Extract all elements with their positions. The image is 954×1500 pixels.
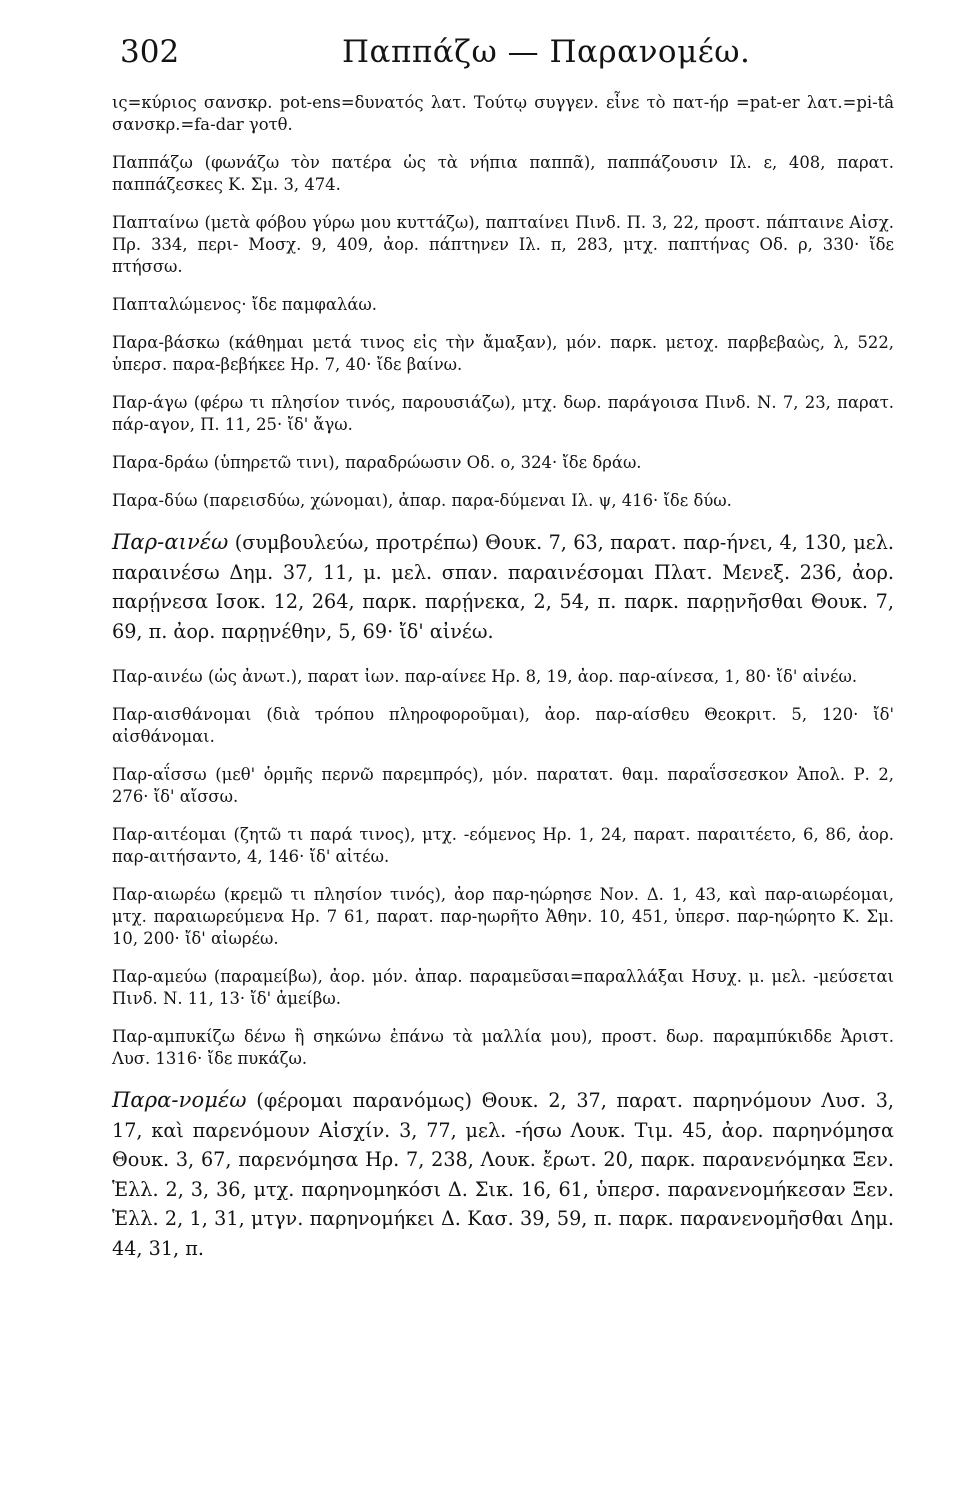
entry-text: (διὰ τρόπου πληροφοροῦμαι), ἀορ. παρ-αίσθευ Θεοκριτ. 5, 120· ἴδ' αἰσθάνομαι. (112, 705, 894, 746)
entry-text: (κρεμῶ τι πλησίον τινός), ἀορ παρ-ηώρησε Νον. Δ. 1, 43, καὶ παρ-αιωρέομαι, μτχ. παραιωρεύμενα Ηρ. 7 61, παρατ. παρ-ηωρῆτο Ἀθην. 10, 451, ὑπερσ. παρ-ηώρητο Κ. Σμ. 10, 200· ἴδ' αἰωρέω. (112, 885, 894, 948)
entry-paptalomenos (112, 294, 894, 316)
entry-text: (μεθ' ὁρμῆς περνῶ παρεμπρός), μόν. παρατατ. θαμ. παραΐσσεσκον Ἀπολ. Ρ. 2, 276· ἴδ' αἴσσω. (112, 765, 894, 806)
entry-par-aineo-major (112, 528, 894, 646)
entry-headword: Παρα-βάσκω (112, 333, 220, 352)
entry-headword: Παρ-αμεύω (112, 967, 207, 986)
entry-headword: Παππάζω (112, 153, 193, 172)
entry-text: (κάθημαι μετά τινος εἰς τὴν ἄμαξαν), μόν. παρκ. μετοχ. παρβεβαὼς, λ, 522, ὑπερσ. παρα-βεβήκεε Ηρ. 7, 40· ἴδε βαίνω. (112, 333, 894, 374)
page-number: 302 (120, 34, 180, 70)
entry-par-ameuo (112, 966, 894, 1010)
entry-headword: Παπταλώμενος· (112, 295, 247, 314)
entry-text: (φωνάζω τὸν πατέρα ὡς τὰ νήπια παππᾶ), παππάζουσιν Ιλ. ε, 408, παρατ. παππάζεσκες Κ. Σμ. 3, 474. (112, 153, 894, 194)
entry-headword: Παρ-αιωρέω (112, 885, 216, 904)
entry-par-aiteomai (112, 824, 894, 868)
entry-text: (φέρω τι πλησίον τινός, παρουσιάζω), μτχ. δωρ. παράγοισα Πινδ. Ν. 7, 23, παρατ. πάρ-αγον, Π. 11, 25· ἴδ' ἄγω. (112, 393, 894, 434)
entry-par-aisso (112, 764, 894, 808)
entry-continuation (112, 92, 894, 136)
entry-text: (ὑπηρετῶ τινι), παραδρώωσιν Οδ. ο, 324· ἴδε δράω. (208, 453, 642, 472)
entry-headword: Παρ-άγω (112, 393, 188, 412)
entry-headword: Παρα-νομέω (112, 1088, 247, 1112)
entry-text: (φέρομαι παρανόμως) Θουκ. 2, 37, παρατ. παρηνόμουν Λυσ. 3, 17, καὶ παρενόμουν Αἰσχίν. 3, 77, μελ. -ήσω Λουκ. Τιμ. 45, ἀορ. παρηνόμησα Θουκ. 3, 67, παρενόμησα Ηρ. 7, 238, Λουκ. ἔρωτ. 20, παρκ. παρανενόμηκα Ξεν. Ἑλλ. 2, 3, 36, μτχ. παρηνομηκόσι Δ. Σικ. 16, 61, ὑπερσ. παρανενομήκεσαν Ξεν. Ἑλλ. 2, 1, 31, μτγν. παρηνομήκει Δ. Κασ. 39, 59, π. παρκ. παρανενομῆσθαι Δημ. 44, 31, π. (112, 1089, 894, 1260)
entry-headword: Παπταίνω (112, 213, 199, 232)
entries-column (112, 92, 894, 1283)
entry-text: (συμβουλεύω, προτρέπω) Θουκ. 7, 63, παρατ. παρ-ήνει, 4, 130, μελ. παραινέσω Δημ. 37, 11, μ. μελ. σπαν. παραινέσομαι Πλατ. Μενεξ. 236, ἀορ. παρῄνεσα Ισοκ. 12, 264, παρκ. παρῄνεκα, 2, 54, π. παρκ. παρῃνῆσθαι Θουκ. 7, 69, π. ἀορ. παρῃνέθην, 5, 69· ἴδ' αἰνέω. (112, 531, 894, 643)
page-header (112, 28, 892, 78)
entry-headword: Παρ-αΐσσω (112, 765, 207, 784)
entry-headword: Παρα-δράω (112, 453, 209, 472)
entry-headword: Παρ-αινέω (112, 530, 229, 554)
entry-headword: Παρ-αμπυκίζω (112, 1027, 236, 1046)
entry-text: (ζητῶ τι παρά τινος), μτχ. -εόμενος Ηρ. 1, 24, παρατ. παραιτέετο, 6, 86, ἀορ. παρ-αιτήσαντο, 4, 146· ἴδ' αἰτέω. (112, 825, 894, 866)
entry-text: δένω ἢ σηκώνω ἐπάνω τὰ μαλλία μου), προστ. δωρ. παραμπύκιδδε Ἀριστ. Λυσ. 1316· ἴδε πυκάζω. (112, 1027, 894, 1068)
entry-pappazo (112, 152, 894, 196)
entry-headword: Παρ-αισθάνομαι (112, 705, 252, 724)
entry-text: (παραμείβω), ἀορ. μόν. ἀπαρ. παραμεῦσαι=παραλλάξαι Ησυχ. μ. μελ. -μεύσεται Πινδ. Ν. 11, 13· ἴδ' ἀμείβω. (112, 967, 894, 1008)
entry-text: (μετὰ φόβου γύρω μου κυττάζω), παπταίνει Πινδ. Π. 3, 22, προστ. πάπταινε Αἰσχ. Πρ. 334, περι- Μοσχ. 9, 409, ἀορ. πάπτηνεν Ιλ. π, 283, μτχ. παπτήνας Οδ. ρ, 330· ἴδε πτήσσω. (112, 213, 894, 276)
entry-headword: Παρ-αιτέομαι (112, 825, 227, 844)
entry-par-aineo-ionic (112, 666, 894, 688)
entry-text: ἴδε παμφαλάω. (246, 295, 377, 314)
entry-para-drao (112, 452, 894, 474)
entry-par-aisthanomai (112, 704, 894, 748)
entry-para-basko (112, 332, 894, 376)
entry-par-ampykizo (112, 1026, 894, 1070)
running-head: Παππάζω — Παρανομέω. (342, 34, 751, 70)
entry-par-aioreo (112, 884, 894, 950)
entry-para-dyo (112, 490, 894, 512)
entry-text: (ὡς ἀνωτ.), παρατ ἰων. παρ-αίνεε Ηρ. 8, 19, ἀορ. παρ-αίνεσα, 1, 80· ἴδ' αἰνέω. (202, 667, 858, 686)
entry-para-nomeo (112, 1086, 894, 1263)
entry-headword: Παρ-αινέω (112, 667, 203, 686)
entry-paptaino (112, 212, 894, 278)
entry-text: (παρεισδύω, χώνομαι), ἀπαρ. παρα-δύμεναι Ιλ. ψ, 416· ἴδε δύω. (197, 491, 732, 510)
entry-headword: Παρα-δύω (112, 491, 198, 510)
entry-par-ago (112, 392, 894, 436)
entry-text: ις=κύριος σανσκρ. pot-ens=δυνατός λατ. Τούτῳ συγγεν. εἶνε τὸ πατ-ήρ =pat-er λατ.=pi-tâ σανσκρ.=fa-dar γοτθ. (112, 93, 894, 134)
